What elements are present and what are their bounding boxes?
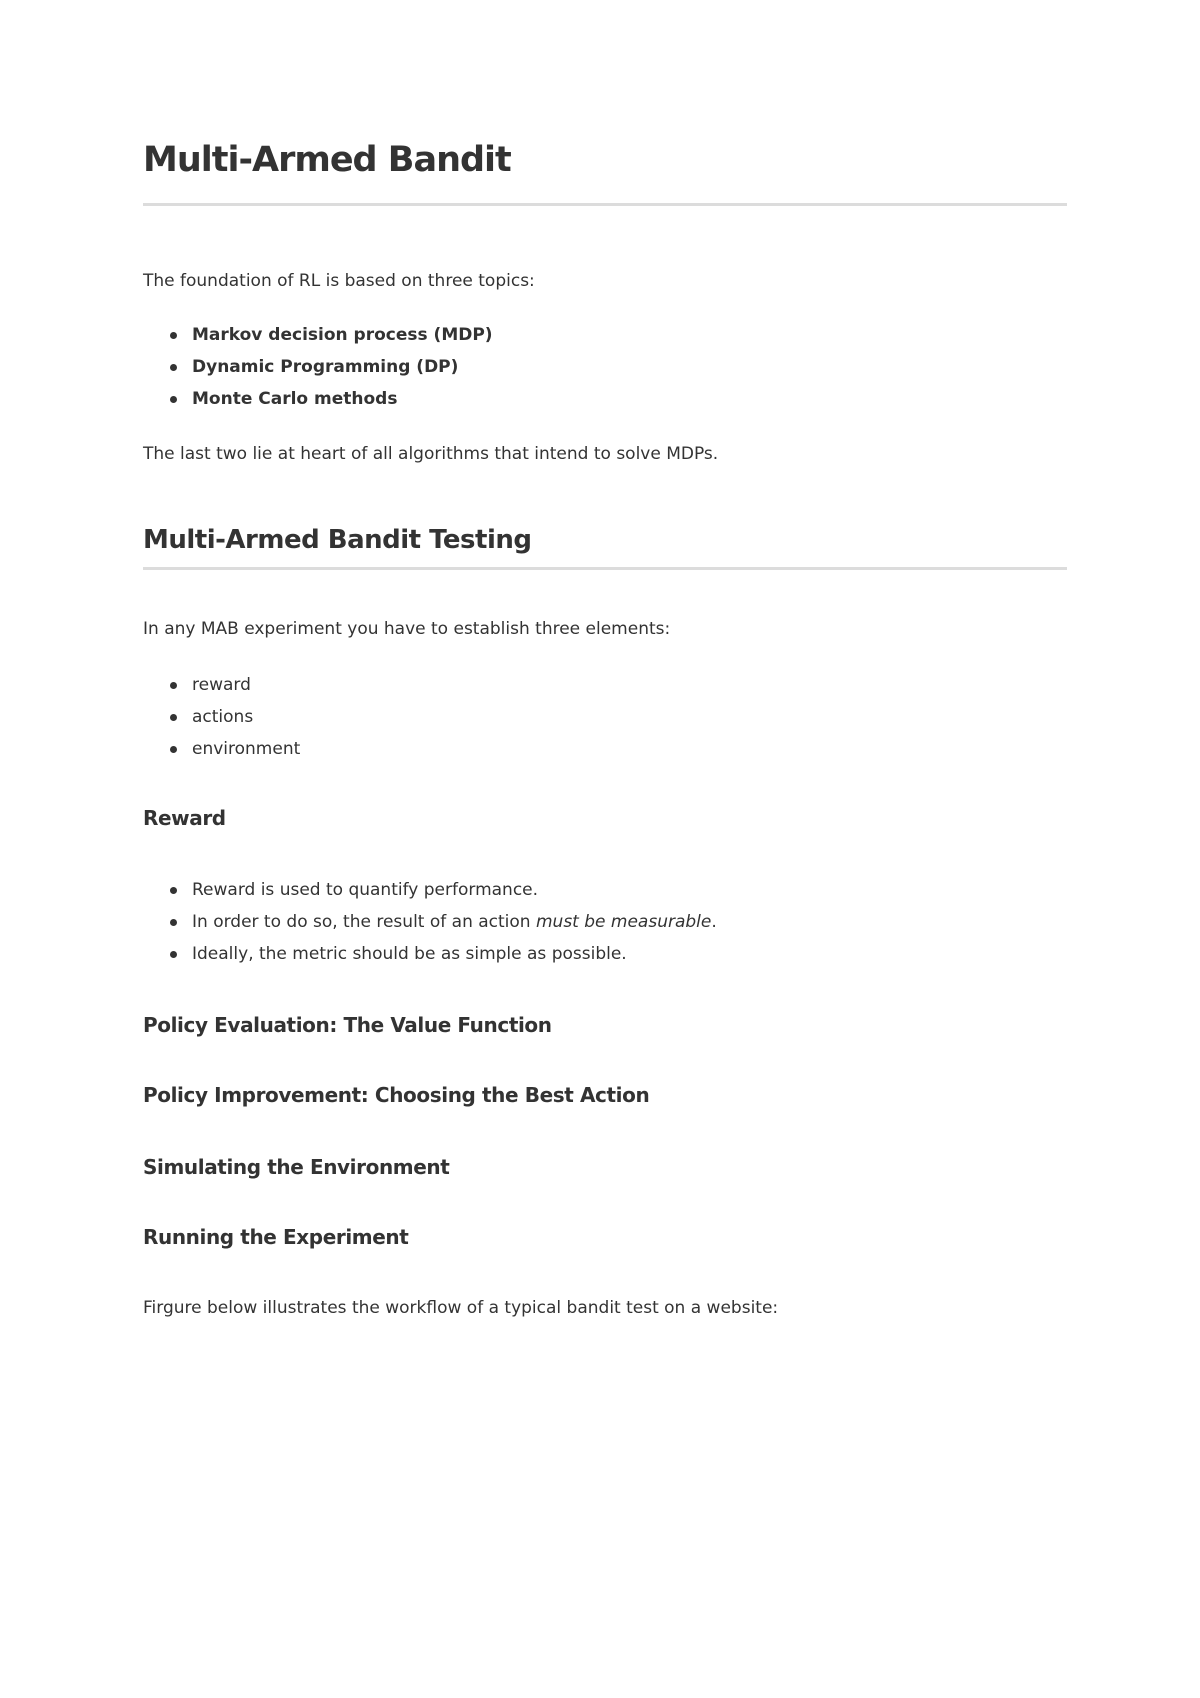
bullet-icon (170, 919, 177, 926)
reward-list (143, 879, 717, 975)
intro-closing-paragraph: The last two lie at heart of all algorithms that intend to solve MDPs. (143, 444, 719, 464)
topic-label: Dynamic Programming (DP) (192, 357, 459, 377)
section-heading-policy-evaluation: Policy Evaluation: The Value Function (143, 1013, 552, 1037)
bullet-icon (170, 332, 177, 339)
bullet-icon (170, 887, 177, 894)
list-item (143, 879, 717, 911)
reward-item-text: Ideally, the metric should be as simple as possible. (192, 944, 627, 964)
testing-paragraph: In any MAB experiment you have to establish three elements: (143, 619, 671, 639)
page-title: Multi-Armed Bandit (143, 140, 511, 180)
running-paragraph: Firgure below illustrates the workflow of a typical bandit test on a website: (143, 1298, 779, 1318)
reward-item-text: In order to do so, the result of an action (192, 912, 536, 932)
bullet-icon (170, 396, 177, 403)
list-item (143, 911, 717, 943)
section-heading-running: Running the Experiment (143, 1225, 409, 1249)
bullet-icon (170, 714, 177, 721)
section-heading-reward: Reward (143, 806, 226, 830)
reward-item-text: Reward is used to quantify performance. (192, 880, 539, 900)
bullet-icon (170, 682, 177, 689)
section-heading-testing: Multi-Armed Bandit Testing (143, 525, 532, 555)
list-item (143, 943, 717, 975)
bullet-icon (170, 364, 177, 371)
element-label: reward (192, 675, 251, 695)
list-item (143, 388, 493, 420)
topics-list (143, 324, 493, 420)
reward-item-text-end: . (711, 912, 717, 932)
bullet-icon (170, 951, 177, 958)
list-item (143, 738, 300, 770)
bullet-icon (170, 746, 177, 753)
list-item (143, 674, 300, 706)
elements-list (143, 674, 300, 770)
section-divider (143, 567, 1067, 570)
topic-label: Monte Carlo methods (192, 389, 398, 409)
emphasis-text: must be measurable (535, 912, 712, 932)
intro-paragraph: The foundation of RL is based on three topics: (143, 271, 535, 291)
section-heading-policy-improvement: Policy Improvement: Choosing the Best Action (143, 1083, 650, 1107)
list-item (143, 324, 493, 356)
list-item (143, 356, 493, 388)
list-item (143, 706, 300, 738)
title-divider (143, 203, 1067, 206)
topic-label: Markov decision process (MDP) (192, 325, 493, 345)
section-heading-simulating: Simulating the Environment (143, 1155, 450, 1179)
element-label: actions (192, 707, 254, 727)
element-label: environment (192, 739, 301, 759)
